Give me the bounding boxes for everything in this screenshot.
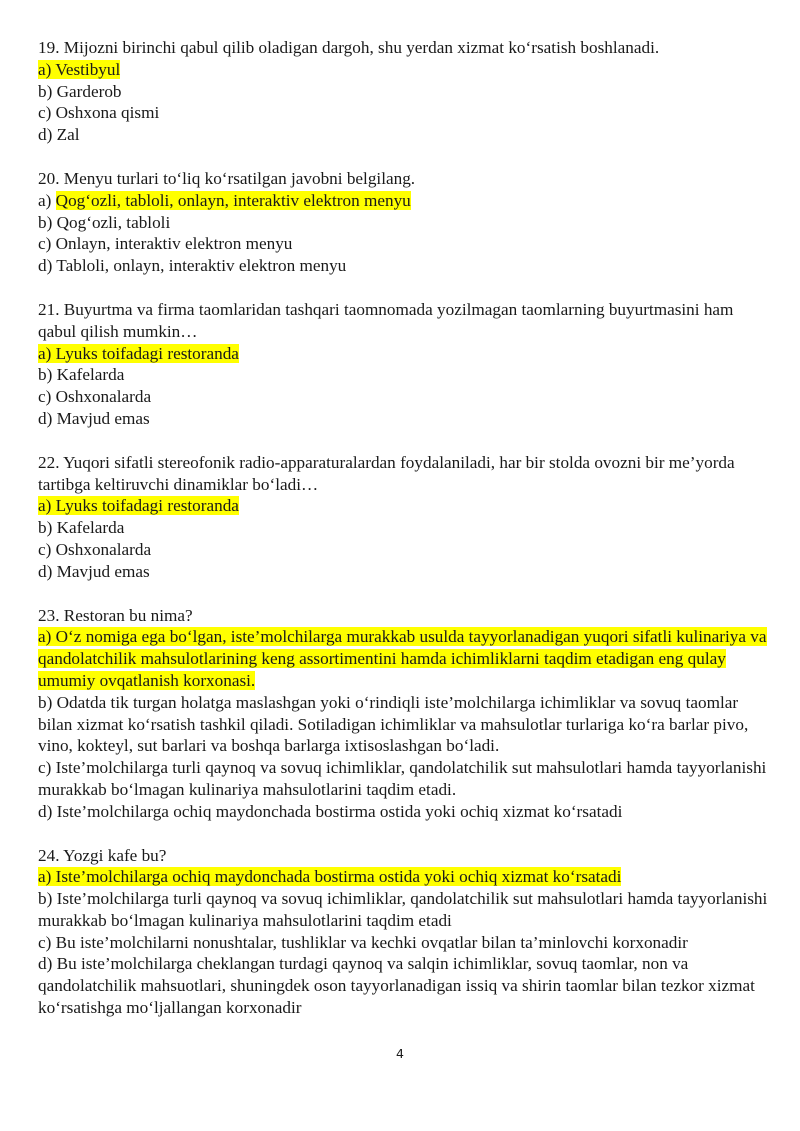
highlighted-answer: a) O‘z nomiga ega bo‘lgan, iste’molchilarga murakkab usulda tayyorlanadigan yuqori sifatli kulinariya va qandolatchilik mahsulotlarining keng assortimentini hamda ichimliklarni taqdim etadigan eng qulay umumiy ovqatlanish korxonasi. — [38, 627, 767, 690]
question-stem: 24. Yozgi kafe bu? — [38, 845, 167, 865]
option-b: b) Kafelarda — [38, 518, 125, 538]
option-b: b) Odatda tik turgan holatga maslashgan yoki o‘rindiqli iste’molchilarga ichimliklar va sovuq taomlar bilan xizmat ko‘rsatish tashkil qiladi. Sotiladigan ichimliklar va mahsulotlar turlariga ko‘ra barlar pivo, vino, kokteyl, sut barlari va boshqa barlarga ixtisoslashgan bo‘ladi. — [38, 692, 749, 756]
option-d: d) Zal — [38, 125, 80, 145]
question-stem: 20. Menyu turlari to‘liq ko‘rsatilgan javobni belgilang. — [38, 168, 416, 188]
question-22 — [38, 452, 773, 583]
option-c: c) Onlayn, interaktiv elektron menyu — [38, 234, 293, 254]
question-21 — [38, 299, 773, 430]
question-stem: 23. Restoran bu nima? — [38, 605, 193, 625]
question-19 — [38, 37, 773, 146]
question-stem: 22. Yuqori sifatli stereofonik radio-apparaturalardan foydalaniladi, har bir stolda ovozni bir me’yorda tartibga keltiruvchi dinamiklar bo‘ladi… — [38, 452, 735, 494]
option-a — [38, 343, 773, 365]
option-d: d) Mavjud emas — [38, 408, 150, 428]
highlighted-answer: a) Vestibyul — [38, 59, 121, 79]
option-a — [38, 190, 773, 212]
page-number: 4 — [396, 1046, 404, 1061]
option-c: c) Oshxonalarda — [38, 387, 152, 407]
option-b: b) Kafelarda — [38, 365, 125, 385]
question-23 — [38, 605, 773, 823]
document-page — [38, 37, 773, 1041]
highlighted-answer: Qog‘ozli, tabloli, onlayn, interaktiv elektron menyu — [55, 190, 411, 210]
option-b: b) Qog‘ozli, tabloli — [38, 212, 171, 232]
question-24 — [38, 845, 773, 1019]
option-b: b) Garderob — [38, 81, 122, 101]
option-prefix: a) — [38, 190, 56, 210]
highlighted-answer: a) Iste’molchilarga ochiq maydonchada bostirma ostida yoki ochiq xizmat ko‘rsatadi — [38, 867, 622, 887]
option-a — [38, 59, 773, 81]
question-stem: 19. Mijozni birinchi qabul qilib oladigan dargoh, shu yerdan xizmat ko‘rsatish boshlanadi. — [38, 38, 660, 57]
option-d: d) Tabloli, onlayn, interaktiv elektron menyu — [38, 256, 347, 276]
highlighted-answer: a) Lyuks toifadagi restoranda — [38, 496, 239, 516]
option-a — [38, 626, 773, 691]
option-a — [38, 866, 773, 888]
option-c: c) Oshxonalarda — [38, 539, 152, 559]
option-c: c) Oshxona qismi — [38, 103, 160, 123]
question-stem: 21. Buyurtma va firma taomlaridan tashqari taomnomada yozilmagan taomlarning buyurtmasini ham qabul qilish mumkin… — [38, 299, 734, 341]
option-a — [38, 495, 773, 517]
option-d: d) Mavjud emas — [38, 561, 150, 581]
option-d: d) Iste’molchilarga ochiq maydonchada bostirma ostida yoki ochiq xizmat ko‘rsatadi — [38, 801, 623, 821]
question-20 — [38, 168, 773, 277]
highlighted-answer: a) Lyuks toifadagi restoranda — [38, 343, 239, 363]
option-c: c) Iste’molchilarga turli qaynoq va sovuq ichimliklar, qandolatchilik sut mahsulotlari hamda tayyorlanishi murakkab bo‘lmagan kulinariya mahsulotlarini taqdim etadi. — [38, 758, 767, 799]
option-b: b) Iste’molchilarga turli qaynoq va sovuq ichimliklar, qandolatchilik sut mahsulotlari hamda tayyorlanishi murakkab bo‘lmagan kulinariya mahsulotlarini taqdim etadi — [38, 889, 768, 930]
option-d: d) Bu iste’molchilarga cheklangan turdagi qaynoq va salqin ichimliklar, sovuq taomlar, non va qandolatchilik mahsuotlari, shuningdek oson tayyorlanadigan issiq va shirin taomlar bilan tezkor xizmat ko‘rsatishga mo‘ljallangan korxonadir — [38, 954, 755, 1018]
option-c: c) Bu iste’molchilarni nonushtalar, tushliklar va kechki ovqatlar bilan ta’minlovchi korxonadir — [38, 932, 688, 952]
